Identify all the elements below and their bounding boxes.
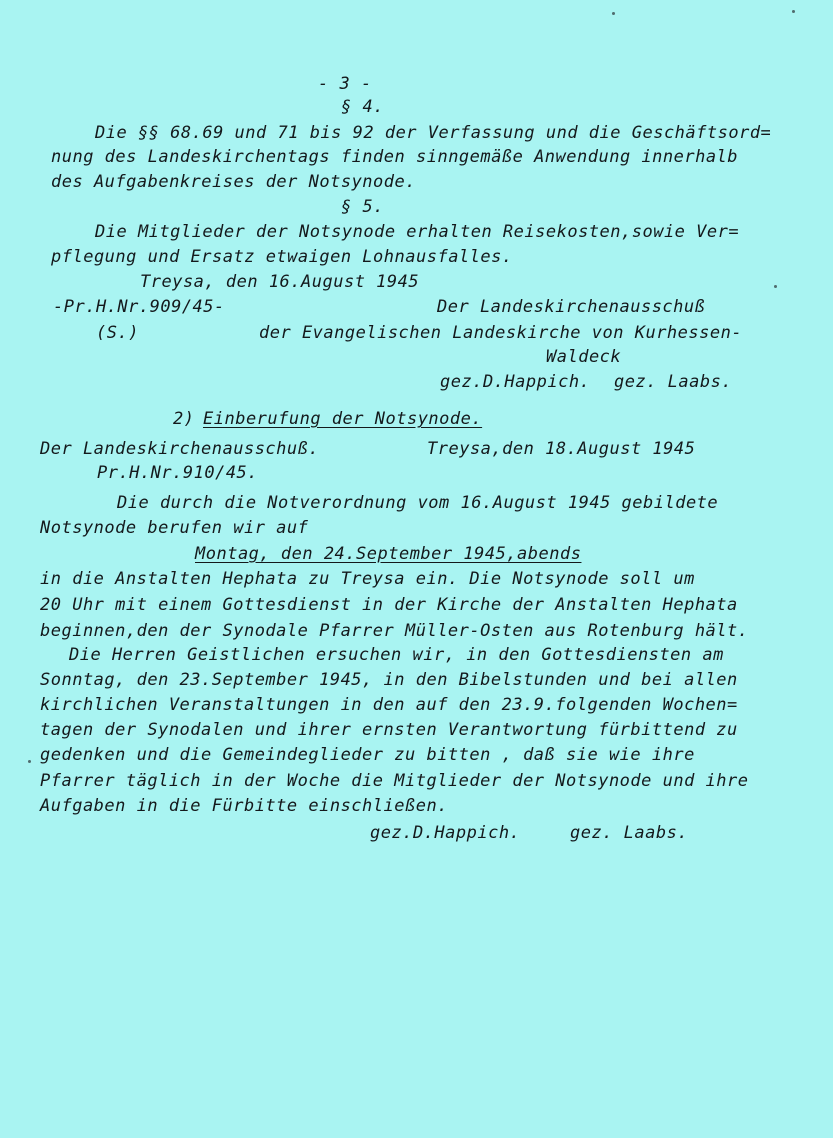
- section-5-line-1: Die Mitglieder der Notsynode erhalten Reisekosten,sowie Ver=: [95, 222, 740, 242]
- convocation-body-12: Aufgaben in die Fürbitte einschließen.: [40, 796, 448, 816]
- convocation-body-9: tagen der Synodalen und ihrer ernsten Verantwortung fürbittend zu: [40, 720, 738, 740]
- convocation-body-1: Die durch die Notverordnung vom 16.August 1945 gebildete: [117, 493, 719, 513]
- convocation-body-5: beginnen,den der Synodale Pfarrer Müller-Osten aus Rotenburg hält.: [40, 621, 749, 641]
- page-number: - 3 -: [318, 74, 372, 94]
- paper-speck: [774, 285, 777, 288]
- decree-issuer-line-3: Waldeck: [546, 347, 622, 367]
- decree-reference: -Pr.H.Nr.909/45-: [53, 297, 225, 317]
- decree-signature-2: gez. Laabs.: [614, 372, 733, 392]
- convocation-signature-1: gez.D.Happich.: [370, 823, 521, 843]
- convocation-date-line: Montag, den 24.September 1945,abends: [195, 544, 582, 564]
- section-4-heading: § 4.: [341, 97, 384, 117]
- decree-issuer-line-1: Der Landeskirchenausschuß: [437, 297, 706, 317]
- convocation-body-4: 20 Uhr mit einem Gottesdienst in der Kirche der Anstalten Hephata: [40, 595, 738, 615]
- convocation-number: 2): [173, 409, 195, 429]
- decree-seal: (S.): [96, 323, 139, 343]
- convocation-reference: Pr.H.Nr.910/45.: [97, 463, 259, 483]
- paper-speck: [612, 12, 615, 15]
- convocation-place-date: Treysa,den 18.August 1945: [427, 439, 696, 459]
- section-5-line-2: pflegung und Ersatz etwaigen Lohnausfalles.: [51, 247, 513, 267]
- convocation-body-3: in die Anstalten Hephata zu Treysa ein. Die Notsynode soll um: [40, 569, 695, 589]
- decree-place-date: Treysa, den 16.August 1945: [140, 272, 420, 292]
- convocation-signature-2: gez. Laabs.: [570, 823, 689, 843]
- convocation-issuer: Der Landeskirchenausschuß.: [40, 439, 320, 459]
- convocation-body-2: Notsynode berufen wir auf: [40, 518, 309, 538]
- decree-issuer-line-2: der Evangelischen Landeskirche von Kurhessen-: [259, 323, 743, 343]
- convocation-body-7: Sonntag, den 23.September 1945, in den Bibelstunden und bei allen: [40, 670, 738, 690]
- paper-speck: [792, 10, 795, 13]
- section-4-line-2: nung des Landeskirchentags finden sinngemäße Anwendung innerhalb: [51, 147, 739, 167]
- decree-signature-1: gez.D.Happich.: [440, 372, 591, 392]
- convocation-title: Einberufung der Notsynode.: [203, 409, 483, 429]
- section-4-line-3: des Aufgabenkreises der Notsynode.: [51, 172, 416, 192]
- convocation-body-10: gedenken und die Gemeindeglieder zu bitten , daß sie wie ihre: [40, 745, 695, 765]
- section-5-heading: § 5.: [341, 197, 384, 217]
- convocation-body-11: Pfarrer täglich in der Woche die Mitglieder der Notsynode und ihre: [40, 771, 749, 791]
- paper-speck: [28, 760, 31, 763]
- convocation-body-8: kirchlichen Veranstaltungen in den auf den 23.9.folgenden Wochen=: [40, 695, 738, 715]
- section-4-line-1: Die §§ 68.69 und 71 bis 92 der Verfassung und die Geschäftsord=: [95, 123, 772, 143]
- convocation-body-6: Die Herren Geistlichen ersuchen wir, in den Gottesdiensten am: [69, 645, 724, 665]
